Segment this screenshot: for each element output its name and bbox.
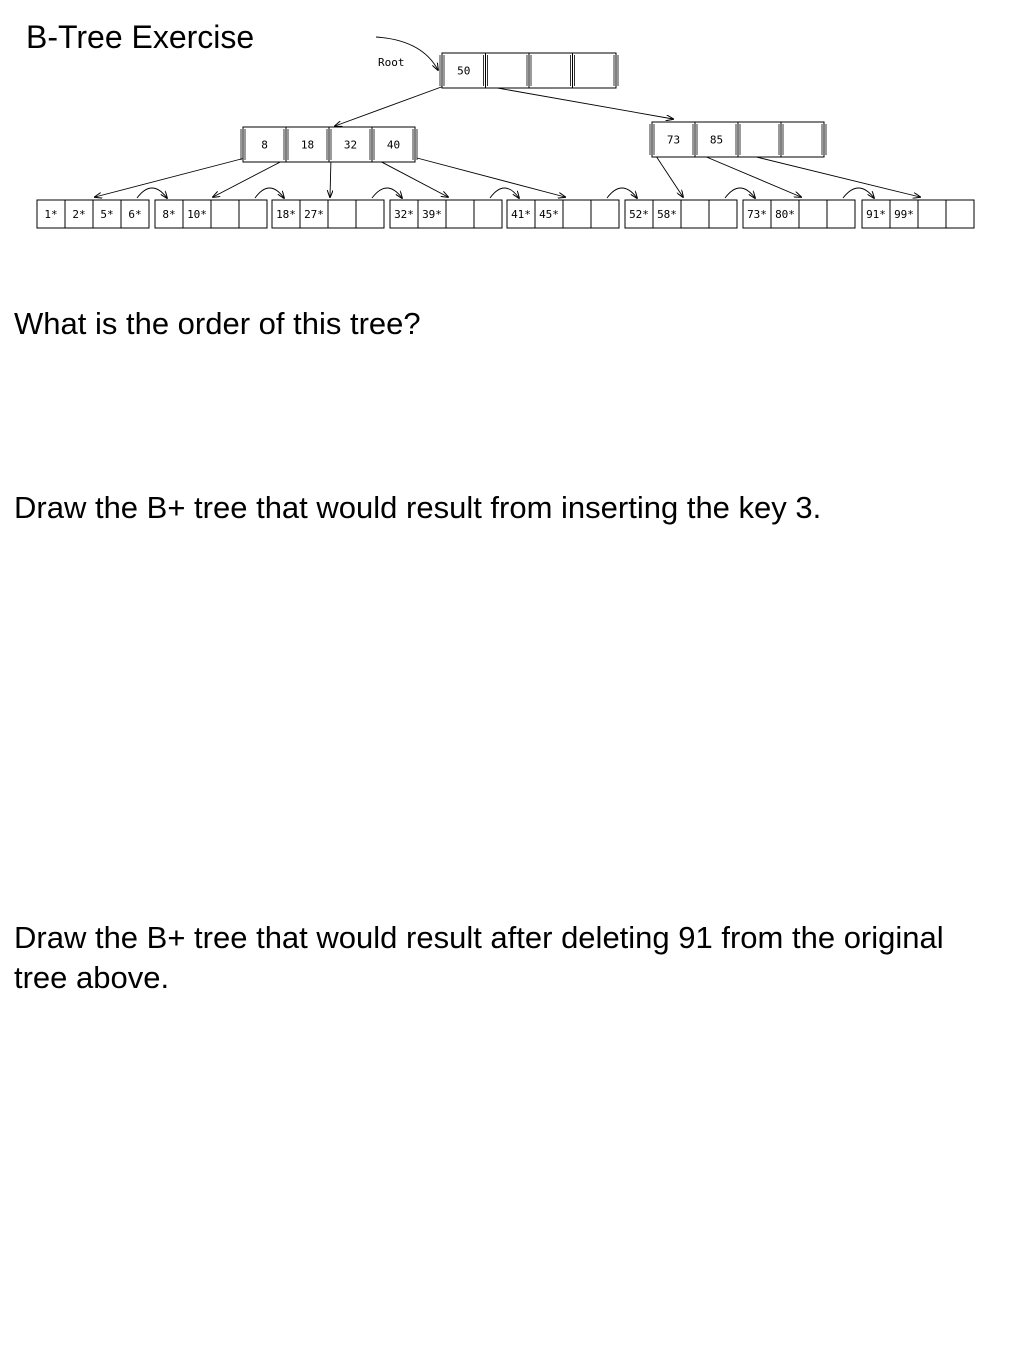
node-key: 73* bbox=[747, 208, 767, 221]
child-pointer-arrow bbox=[486, 86, 673, 119]
node-key: 18* bbox=[276, 208, 296, 221]
internal-node-right bbox=[650, 122, 826, 157]
node-key: 99* bbox=[894, 208, 914, 221]
child-pointer-arrow bbox=[417, 158, 565, 197]
node-key: 8 bbox=[261, 138, 268, 152]
leaf-node bbox=[390, 200, 502, 228]
sibling-link-arrow bbox=[137, 188, 167, 198]
child-pointer-arrow bbox=[330, 158, 331, 197]
node-key: 32* bbox=[394, 208, 414, 221]
sibling-link-arrow bbox=[725, 188, 755, 198]
question-insert: Draw the B+ tree that would result from inserting the key 3. bbox=[14, 490, 822, 525]
node-key: 2* bbox=[72, 208, 86, 221]
node-key: 85 bbox=[709, 133, 724, 147]
sibling-link-arrow bbox=[255, 188, 284, 198]
node-key: 73 bbox=[666, 133, 681, 147]
leaf-node bbox=[155, 200, 267, 228]
node-key: 8* bbox=[162, 208, 176, 221]
child-pointer-arrow bbox=[654, 153, 683, 197]
root-label: Root bbox=[378, 56, 405, 69]
root-node bbox=[440, 53, 618, 88]
leaf-node bbox=[507, 200, 619, 228]
child-pointer-arrow bbox=[374, 158, 448, 197]
node-key: 18 bbox=[300, 138, 315, 152]
leaf-node bbox=[37, 200, 149, 228]
node-key: 32 bbox=[343, 138, 358, 152]
node-key: 10* bbox=[187, 208, 207, 221]
node-key: 45* bbox=[539, 208, 559, 221]
sibling-link-arrow bbox=[372, 188, 402, 198]
question-order: What is the order of this tree? bbox=[14, 306, 421, 341]
child-pointer-arrow bbox=[740, 153, 920, 197]
node-key: 80* bbox=[775, 208, 795, 221]
page-title: B-Tree Exercise bbox=[26, 19, 255, 55]
node-key: 41* bbox=[511, 208, 531, 221]
node-key: 39* bbox=[422, 208, 442, 221]
internal-node-left bbox=[241, 127, 417, 162]
question-delete: Draw the B+ tree that would result after deleting 91 from the original tree above. bbox=[14, 920, 944, 995]
leaf-node bbox=[862, 200, 974, 228]
node-key: 27* bbox=[304, 208, 324, 221]
node-key: 91* bbox=[866, 208, 886, 221]
node-key: 6* bbox=[128, 208, 142, 221]
child-pointer-arrow bbox=[335, 86, 444, 126]
node-key: 58* bbox=[657, 208, 677, 221]
node-key: 1* bbox=[44, 208, 58, 221]
sibling-link-arrow bbox=[490, 188, 519, 198]
node-key: 52* bbox=[629, 208, 649, 221]
leaf-node bbox=[272, 200, 384, 228]
child-pointer-arrow bbox=[95, 158, 245, 197]
node-key: 5* bbox=[100, 208, 114, 221]
leaf-node bbox=[743, 200, 855, 228]
node-key: 40 bbox=[386, 138, 401, 152]
node-key: 50 bbox=[457, 64, 471, 78]
sibling-link-arrow bbox=[607, 188, 637, 198]
child-pointer-arrow bbox=[697, 153, 801, 197]
sibling-link-arrow bbox=[843, 188, 874, 198]
leaf-node bbox=[625, 200, 737, 228]
